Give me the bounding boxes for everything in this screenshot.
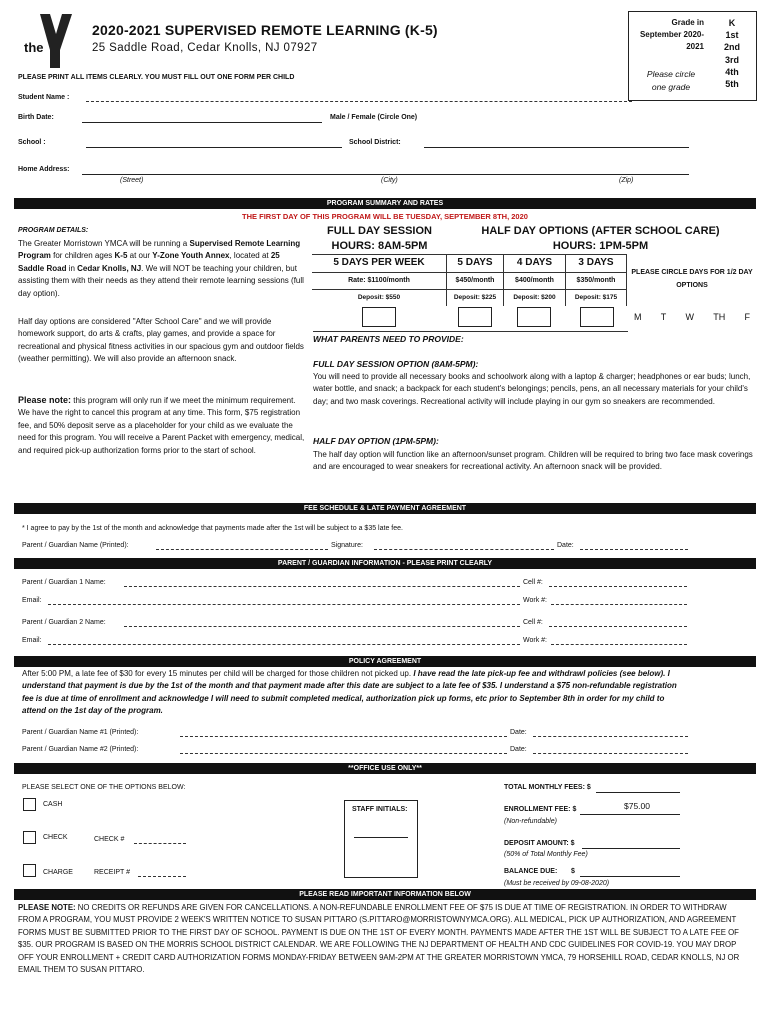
school-district-field[interactable] [424,147,689,148]
after-school-text: Half day options are considered "After School Care" and we will provide homework support, do arts & crafts, play games, and provide a space for recreational and physical fitness activities in our spacious gym and outdoor fields (weather permitting). We will also provide an afternoon snack. [18,317,304,364]
full-day-title: FULL DAY SESSION [327,225,432,237]
receipt-label: RECEIPT # [94,869,131,876]
birth-date-label: Birth Date: [18,114,54,121]
policy-parent2-field[interactable] [180,753,507,754]
rates-grid-line [626,254,627,306]
policy-bar: POLICY AGREEMENT [14,656,756,667]
policy-date1-field[interactable] [533,736,688,737]
half-4-rate: $400/month [515,277,554,284]
student-name-label: Student Name : [18,94,70,101]
program-details-text: The Greater Morristown YMCA will be running a Supervised Remote Learning Program for children ages K-5 at our Y-Zone Youth Annex, located at 25 Saddle Road in Cedar Knolls, NJ. We will NOT be teaching your children, but assisting them with their needs as they attend their remote learning sessions (full day option). [18,239,304,298]
fee-signature-field[interactable] [374,549,554,550]
balance-due-label: BALANCE DUE: [504,868,558,875]
zip-label: (Zip) [619,177,634,184]
student-name-field[interactable] [86,101,632,102]
cash-checkbox[interactable] [23,798,36,811]
total-fees-label: TOTAL MONTHLY FEES: $ [504,784,591,791]
guardian1-email-label: Email: [22,597,42,604]
staff-initials-label: STAFF INITIALS: [352,806,408,813]
guardian2-email-label: Email: [22,637,42,644]
logo-text: the [24,40,44,55]
guardian1-cell-label: Cell #: [523,579,543,586]
enrollment-fee-label: ENROLLMENT FEE: $ [504,806,577,813]
check-label: CHECK [43,834,68,841]
fee-agreement-text: * I agree to pay by the 1st of the month and acknowledge that payments made after the 1st will be subject to a $35 late fee. [22,525,403,532]
weekday-option[interactable]: M [634,312,642,322]
gender-label[interactable]: Male / Female (Circle One) [330,114,418,121]
policy-date2-label: Date: [510,746,527,753]
policy-parent2-label: Parent / Guardian Name #2 (Printed): [22,746,139,753]
half-4-select-box[interactable] [517,307,551,327]
home-address-field[interactable] [82,174,689,175]
circle-grade-note: Please circle one grade [646,69,696,92]
fee-parent-label: Parent / Guardian Name (Printed): [22,542,129,549]
balance-note: (Must be received by 09-08-2020) [504,880,610,887]
home-address-label: Home Address: [18,166,70,173]
program-summary-bar: PROGRAM SUMMARY AND RATES [14,198,756,209]
total-fees-field[interactable] [596,792,680,793]
weekday-picker [634,312,750,322]
fee-date-label: Date: [557,542,574,549]
half-option-heading: HALF DAY OPTION (1PM-5PM): [313,436,439,446]
weekday-option[interactable]: TH [713,312,726,322]
guardian1-email-field[interactable] [48,604,520,605]
half-day-hours: HOURS: 1PM-5PM [552,240,649,252]
deposit-note: (50% of Total Monthly Fee) [504,851,588,858]
half-3-deposit: Deposit: $175 [574,294,618,301]
guardian2-name-label: Parent / Guardian 2 Name: [22,619,106,626]
guardian2-email-field[interactable] [48,644,520,645]
first-day-notice: THE FIRST DAY OF THIS PROGRAM WILL BE TUESDAY, SEPTEMBER 8TH, 2020 [242,212,528,221]
half-5-deposit: Deposit: $225 [453,294,497,301]
grade-option[interactable]: 4th [725,66,739,77]
weekday-option[interactable]: T [660,312,667,322]
city-label: (City) [381,177,398,184]
guardian1-work-label: Work #: [523,597,547,604]
half-4-days: 4 DAYS [516,257,553,268]
grade-list [712,17,752,90]
half-5-rate: $450/month [455,277,495,284]
provide-heading: WHAT PARENTS NEED TO PROVIDE: [313,331,628,344]
guardian1-name-field[interactable] [124,586,520,587]
guardian1-name-label: Parent / Guardian 1 Name: [22,579,106,586]
grade-option[interactable]: 5th [725,79,739,90]
fee-signature-label: Signature: [331,542,363,549]
birth-date-field[interactable] [82,122,322,123]
charge-checkbox[interactable] [23,864,36,877]
balance-due-sign: $ [571,868,575,875]
grade-option[interactable]: 1st [725,30,739,41]
school-field[interactable] [86,147,342,148]
check-checkbox[interactable] [23,831,36,844]
program-note: Please note: this program will only run if we meet the minimum requirement. We have the right to cancel this program at any time. This form, $75 registration fee, and 50% deposit serve as a placeholder for your child as we evaluate the need for this program. You will receive a Parent Packet with emergency, medical, and required pick-up authorization forms prior to the start of school. [18,395,305,455]
full-option-heading: FULL DAY SESSION OPTION (8AM-5PM): [313,359,479,369]
guardian2-cell-label: Cell #: [523,619,543,626]
check-number-label: CHECK # [94,836,125,843]
full-day-rate: Rate: $1100/month [348,277,410,284]
weekday-option[interactable]: W [685,312,694,322]
half-3-rate: $350/month [576,277,616,284]
half-day-title: HALF DAY OPTIONS (AFTER SCHOOL CARE) [481,225,720,237]
circle-days-note: PLEASE CIRCLE DAYS FOR 1/2 DAY OPTIONS [631,269,753,289]
enrollment-fee-value: $75.00 [624,801,650,811]
policy-parent1-field[interactable] [180,736,507,737]
half-option-text: The half day option will function like an afternoon/sunset program. Children will be required to bring two face mask coverings and are encouraged to wear sneakers for recreational activity. An afternoon snack will be provided. [313,450,753,472]
charge-label: CHARGE [43,869,73,876]
cash-label: CASH [43,801,63,808]
guardian1-cell-field[interactable] [549,586,687,587]
guardian2-work-field[interactable] [551,644,687,645]
guardian2-work-label: Work #: [523,637,547,644]
receipt-number-field[interactable] [138,876,186,877]
form-title: 2020-2021 SUPERVISED REMOTE LEARNING (K-5) [92,22,438,38]
fee-parent-field[interactable] [156,549,328,550]
grade-option[interactable]: K [728,18,736,28]
guardian2-name-field[interactable] [124,626,520,627]
school-label: School : [18,139,46,146]
print-instruction: PLEASE PRINT ALL ITEMS CLEARLY. YOU MUST FILL OUT ONE FORM PER CHILD [18,74,295,81]
office-use-bar: **OFFICE USE ONLY** [14,763,756,774]
rates-grid-line [312,289,627,290]
policy-date1-label: Date: [510,729,527,736]
enrollment-fee-note: (Non-refundable) [504,818,557,825]
half-3-days: 3 DAYS [578,257,614,268]
ymca-logo [20,12,72,68]
form-address: 25 Saddle Road, Cedar Knolls, NJ 07927 [92,42,318,54]
program-details-heading: PROGRAM DETAILS: [18,227,89,234]
half-5-days: 5 DAYS [457,257,493,268]
staff-initials-field[interactable] [354,837,408,838]
school-district-label: School District: [349,139,401,146]
important-info-bar: PLEASE READ IMPORTANT INFORMATION BELOW [14,889,756,900]
check-number-field[interactable] [134,843,186,844]
rates-grid-line [312,272,627,273]
full-day-deposit: Deposit: $550 [357,294,401,301]
policy-parent1-label: Parent / Guardian Name #1 (Printed): [22,729,139,736]
grade-option[interactable]: 2nd [723,42,740,53]
rates-grid-lines [312,254,627,255]
deposit-amount-field[interactable] [582,848,680,849]
policy-date2-field[interactable] [533,753,688,754]
half-3-select-box[interactable] [580,307,614,327]
full-day-hours: HOURS: 8AM-5PM [331,240,428,252]
important-info-text: PLEASE NOTE: NO CREDITS OR REFUNDS ARE GIVEN FOR CANCELLATIONS. A NON-REFUNDABLE ENROLLMENT FEE OF $75 IS DUE AT TIME OF REGISTRATION. IN ORDER TO WITHDRAW FROM A PROGRAM, YOU MUST PROVIDE 2 WEEK'S WRITTEN NOTICE TO SUSAN PITTARO (S.PITTARO@MORRISTOWNYMCA.ORG). ALL MEDICAL, PICK UP AUTHORIZATION, AND AGREEMENT FORMS MUST BE SUBMITTED PRIOR TO THE FIRST DAY OF SCHOOL. PAYMENT IS DUE ON THE 1ST OF EVERY MONTH. PAYMENTS MADE AFTER THE 1ST WILL BE SUBJECT TO A LATE FEE OF $35. OUR PROGRAM IS BASED ON THE MORRIS SCHOOL DISTRICT CALENDAR. WE ARE FOLLOWING THE NJ DEPARTMENT OF HEALTH AND CDC GUIDELINES FOR COVID-19. YOU MAY DROP OFF YOUR ENROLLMENT + CREDIT CARD AUTHORIZATION FORMS MONDAY-FRIDAY BETWEEN 9AM-2PM AT THE GREATER MORRISTOWN YMCA, 79 HORSEHILL ROAD, CEDAR KNOLLS, NJ OR EMAIL THEM TO SUSAN PITTARO. [18,903,740,975]
fee-date-field[interactable] [580,549,688,550]
office-select-label: PLEASE SELECT ONE OF THE OPTIONS BELOW: [22,784,186,791]
grade-option[interactable]: 3rd [724,54,739,65]
grade-label: Grade in September 2020-2021 [639,18,704,51]
weekday-option[interactable]: F [744,312,750,322]
policy-text: After 5:00 PM, a late fee of $30 for every 15 minutes per child will be charged for those children not picked up. I have read the late pick-up fee and withdrawl policies (see below). I understand that payment is due by the 1st of the month and that payment made after this date are subject to a late fee of $35. I understand a $75 non-refundable registration fee is due at time of enrollment and acknowledge I will need to submit completed medical, authorization pick up forms, etc prior to September 8th in order for my child to attend on the 1st day of the program. [22,669,677,716]
guardian2-cell-field[interactable] [549,626,687,627]
full-option-text: You will need to provide all necessary books and schoolwork along with a laptop & charger; headphones or ear buds; lunch, water bottle, and snack; a backpack for each student's belongings; pencils, pens, an all necessary materials for your child's day; and two mask coverings. Recreational activity will include playing in our gym so sneakers are recommended. [313,372,751,406]
half-4-deposit: Deposit: $200 [513,294,556,301]
street-label: (Street) [120,177,144,184]
enrollment-fee-field[interactable] [580,814,680,815]
balance-due-field[interactable] [580,876,680,877]
guardian-info-bar: PARENT / GUARDIAN INFORMATION - PLEASE PRINT CLEARLY [14,558,756,569]
full-day-days: 5 DAYS PER WEEK [333,257,425,268]
half-5-select-box[interactable] [458,307,492,327]
fee-schedule-bar: FEE SCHEDULE & LATE PAYMENT AGREEMENT [14,503,756,514]
full-day-select-box[interactable] [362,307,396,327]
deposit-amount-label: DEPOSIT AMOUNT: $ [504,840,575,847]
guardian1-work-field[interactable] [551,604,687,605]
